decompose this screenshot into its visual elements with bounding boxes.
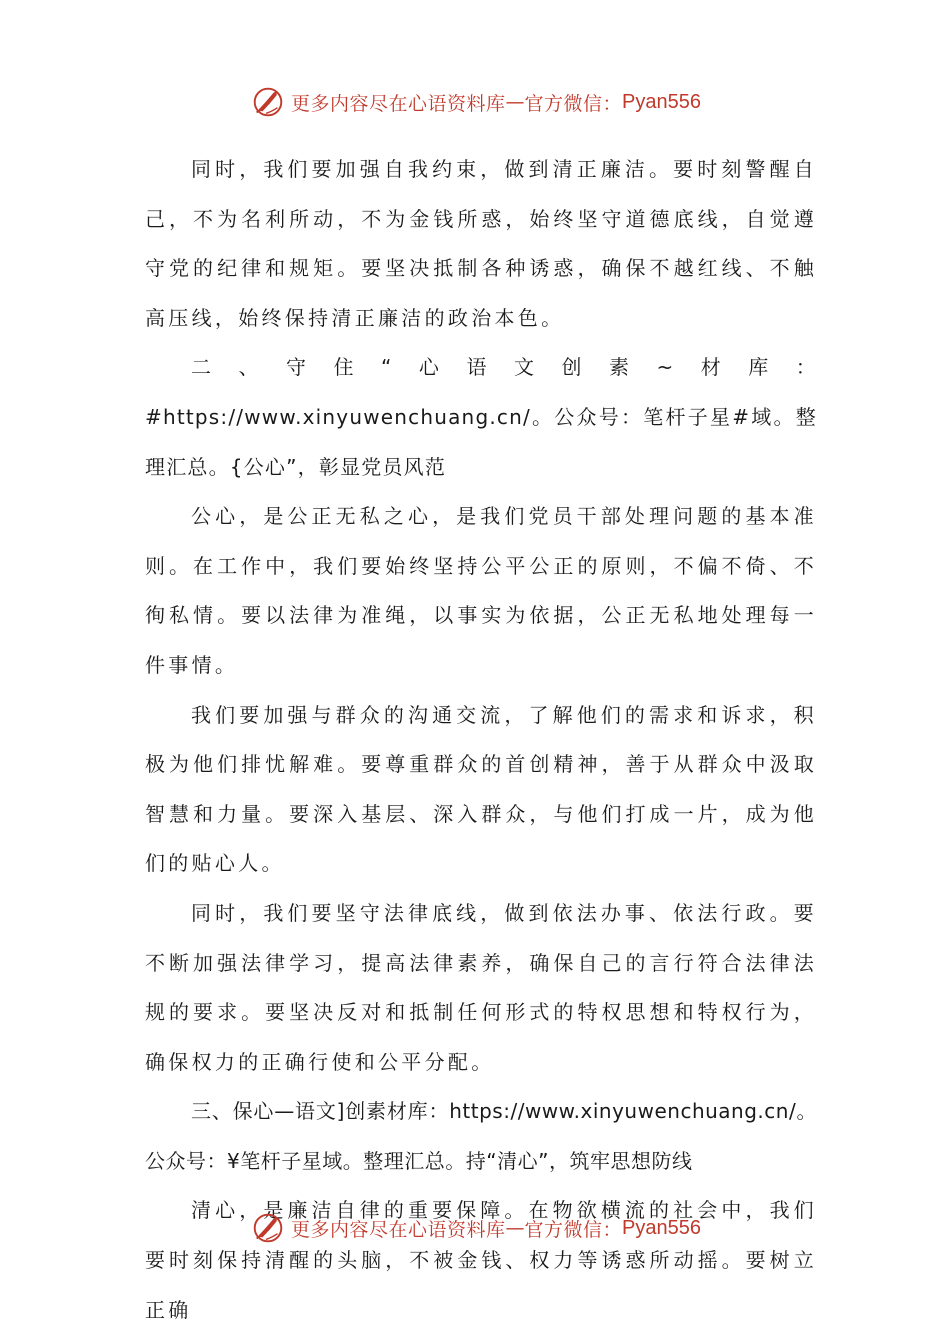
banner-wechat-id: Pyan556 [622, 1216, 701, 1239]
banner-label: 官方微信： [524, 92, 623, 115]
footer-watermark-banner [0, 1208, 950, 1248]
paragraph: 清心，是廉洁自律的重要保障。在物欲横流的社会中，我们要时刻保持清醒的头脑，不被金钱、权力等诱惑所动摇。要树立正确 [145, 1198, 817, 1322]
paragraph: 同时，我们要坚守法律底线，做到依法办事、依法行政。要不断加强法律学习，提高法律素养，确保自己的言行符合法律法规的要求。要坚决反对和抵制任何形式的特权思想和特权行为，确保权力的正确行使和公平分配。 [145, 900, 817, 1074]
banner-wechat-id: Pyan556 [622, 90, 701, 113]
paragraph: 公心，是公正无私之心，是我们党员干部处理问题的基本准则。在工作中，我们要始终坚持公平公正的原则，不偏不倚、不徇私情。要以法律为准绳，以事实为依据，公正无私地处理每一件事情。 [145, 504, 817, 677]
banner-title: 更多内容尽在心语资料库 [291, 92, 506, 115]
paragraph: 同时，我们要加强自我约束，做到清正廉洁。要时刻警醒自己，不为名利所动，不为金钱所惑，始终坚守道德底线，自觉遵守党的纪律和规矩。要坚决抵制各种诱惑，确保不越红线、不触高压线，始终保持清正廉洁的政治本色。 [145, 157, 817, 330]
section-heading: 二、守住“心语文创素~材库：#https://www.xinyuwenchuang.cn/。公众号：笔杆子星#域。整理汇总。{公心”，彰显党员风范 [145, 355, 817, 479]
section-heading: 三、保心—语文]创素材库：https://www.xinyuwenchuang.cn/。公众号：¥笔杆子星域。整理汇总。持“清心”，筑牢思想防线 [145, 1099, 817, 1173]
pen-logo-icon [249, 1209, 287, 1247]
paragraph: 我们要加强与群众的沟通交流，了解他们的需求和诉求，积极为他们排忧解难。要尊重群众的首创精神，善于从群众中汲取智慧和力量。要深入基层、深入群众，与他们打成一片，成为他们的贴心人。 [145, 702, 817, 876]
header-watermark-banner [0, 82, 950, 122]
banner-title: 更多内容尽在心语资料库 [291, 1218, 506, 1241]
document-body [145, 145, 817, 1335]
banner-dash: — [505, 1217, 525, 1239]
banner-label: 官方微信： [524, 1218, 623, 1241]
pen-logo-icon [249, 83, 287, 121]
banner-dash: — [505, 91, 525, 113]
